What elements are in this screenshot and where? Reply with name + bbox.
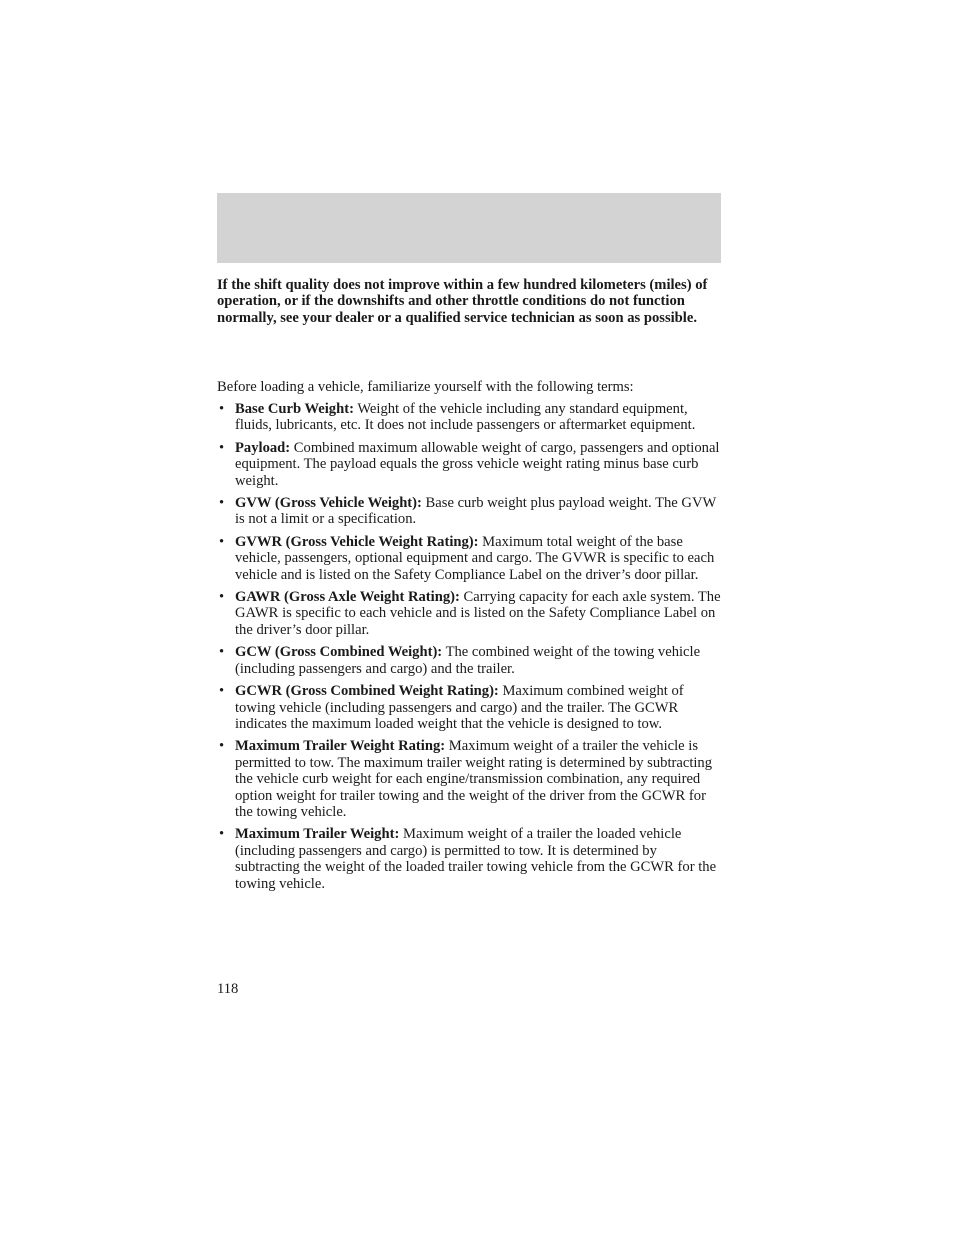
bullet-icon: • (219, 683, 225, 700)
term-name: GVWR (Gross Vehicle Weight Rating): (235, 533, 479, 550)
term-name: GCW (Gross Combined Weight): (235, 644, 443, 661)
term-definition: Weight of the vehicle including any standard equipment, fluids, lubricants, etc. It does not include passengers or aftermarket equipment. (235, 401, 696, 434)
term-definition: The combined weight of the towing vehicle (including passengers and cargo) and the trailer. (235, 644, 701, 677)
list-item (217, 495, 722, 528)
bullet-icon: • (219, 589, 225, 606)
list-item (217, 738, 722, 820)
term-definition: Carrying capacity for each axle system. The GAWR is specific to each vehicle and is listed on the Safety Compliance Label on the driver’s door pillar. (235, 589, 721, 638)
warning-text: If the shift quality does not improve within a few hundred kilometers (miles) of operation, or if the downshifts and other throttle conditions do not function normally, see your dealer or a qualified service technician as soon as possible. (217, 277, 708, 326)
term-name: GAWR (Gross Axle Weight Rating): (235, 589, 460, 606)
term-name: GCWR (Gross Combined Weight Rating): (235, 683, 499, 700)
intro-text: Before loading a vehicle, familiarize yourself with the following terms: (217, 379, 634, 395)
term-name: GVW (Gross Vehicle Weight): (235, 495, 422, 512)
bullet-icon: • (219, 644, 225, 661)
term-definition: Maximum weight of a trailer the loaded vehicle (including passengers and cargo) is permitted to tow. It is determined by subtracting the weight of the loaded trailer towing vehicle from the GCWR for the towing vehicle. (235, 826, 717, 892)
term-definition: Maximum combined weight of towing vehicle (including passengers and cargo) and the trailer. The GCWR indicates the maximum loaded weight that the vehicle is designed to tow. (235, 683, 684, 732)
term-name: Payload: (235, 439, 291, 456)
term-definition: Maximum weight of a trailer the vehicle is permitted to tow. The maximum trailer weight rating is determined by subtracting the vehicle curb weight for each engine/transmission combination, any required option weight for trailer towing and the weight of the driver from the GCWR for the towing vehicle. (235, 738, 713, 820)
page-number: 118 (217, 981, 239, 997)
term-definition: Maximum total weight of the base vehicle, passengers, optional equipment and cargo. The GVWR is specific to each vehicle and is listed on the Safety Compliance Label on the driver’s door pillar. (235, 533, 715, 583)
term-definition: Combined maximum allowable weight of cargo, passengers and optional equipment. The payload equals the gross vehicle weight rating minus base curb weight. (235, 439, 720, 489)
term-name: Maximum Trailer Weight Rating: (235, 738, 446, 755)
list-item (217, 826, 722, 892)
list-item (217, 534, 722, 583)
bullet-icon: • (219, 401, 225, 417)
term-name: Maximum Trailer Weight: (235, 826, 400, 843)
list-item (217, 683, 722, 732)
bullet-icon: • (219, 738, 225, 755)
list-item (217, 440, 722, 489)
bullet-icon: • (219, 439, 225, 456)
section-header-band (217, 193, 721, 263)
term-definition: Base curb weight plus payload weight. The GVW is not a limit or a specification. (235, 495, 717, 528)
bullet-icon: • (219, 533, 225, 550)
list-item (217, 644, 722, 677)
term-name: Base Curb Weight: (235, 401, 354, 417)
bullet-icon: • (219, 495, 225, 512)
bullet-icon: • (219, 826, 225, 843)
list-item (217, 589, 722, 638)
terms-list (217, 401, 722, 898)
list-item (217, 401, 722, 434)
